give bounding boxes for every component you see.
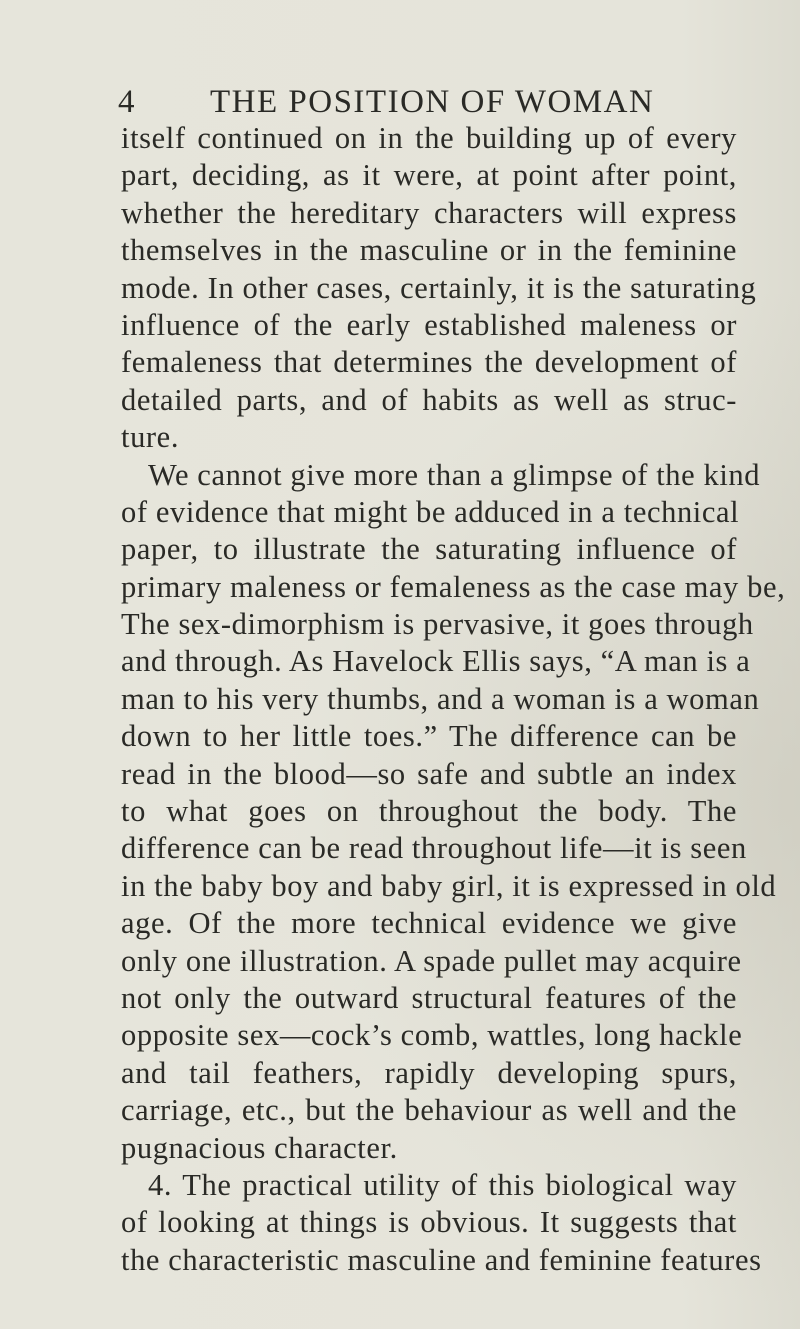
- text-line: The sex-dimorphism is pervasive, it goes through: [121, 607, 754, 642]
- text-line: pugnacious character.: [121, 1130, 398, 1165]
- text-line: and through. As Havelock Ellis says, “A man is a: [121, 644, 751, 679]
- text-line: man to his very thumbs, and a woman is a woman: [121, 681, 760, 716]
- text-line: whether the hereditary characters will express: [121, 195, 737, 230]
- text-line: to what goes on throughout the body. The: [121, 794, 737, 829]
- text-line: not only the outward structural features of the: [121, 980, 737, 1015]
- text-line: paper, to illustrate the saturating influence of: [121, 532, 737, 567]
- running-head: [116, 82, 736, 122]
- text-line: only one illustration. A spade pullet may acquire: [121, 943, 742, 978]
- page-number: 4: [118, 84, 136, 120]
- text-line: ture.: [121, 420, 180, 455]
- text-line: We cannot give more than a glimpse of the kind: [148, 457, 761, 492]
- text-line: difference can be read throughout life—it is seen: [121, 831, 747, 866]
- text-line: and tail feathers, rapidly developing spurs,: [121, 1055, 737, 1090]
- text-line: down to her little toes.” The difference can be: [121, 719, 737, 754]
- text-line: of evidence that might be adduced in a technical: [121, 494, 740, 529]
- text-line: themselves in the masculine or in the feminine: [121, 233, 737, 268]
- text-line: of looking at things is obvious. It suggests that: [121, 1205, 737, 1240]
- text-line: opposite sex—cock’s comb, wattles, long hackle: [121, 1018, 743, 1053]
- text-line: influence of the early established maleness or: [121, 307, 737, 342]
- text-line: primary maleness or femaleness as the case may be,: [121, 569, 786, 604]
- text-line: itself continued on in the building up of every: [121, 121, 737, 155]
- text-line: the characteristic masculine and feminine features: [121, 1242, 762, 1277]
- body-text: [121, 120, 786, 1279]
- text-line: read in the blood—so safe and subtle an index: [121, 756, 737, 791]
- running-title: THE POSITION OF WOMAN: [210, 84, 655, 120]
- text-line: in the baby boy and baby girl, it is expressed in old: [121, 868, 777, 903]
- text-line: age. Of the more technical evidence we give: [121, 906, 737, 941]
- text-line: mode. In other cases, certainly, it is the saturating: [121, 270, 757, 305]
- text-line: femaleness that determines the development of: [121, 345, 737, 380]
- text-line: carriage, etc., but the behaviour as well and the: [121, 1093, 737, 1128]
- text-line: detailed parts, and of habits as well as struc-: [121, 382, 737, 417]
- text-line: part, deciding, as it were, at point after point,: [121, 158, 737, 193]
- text-line: 4. The practical utility of this biological way: [148, 1167, 737, 1202]
